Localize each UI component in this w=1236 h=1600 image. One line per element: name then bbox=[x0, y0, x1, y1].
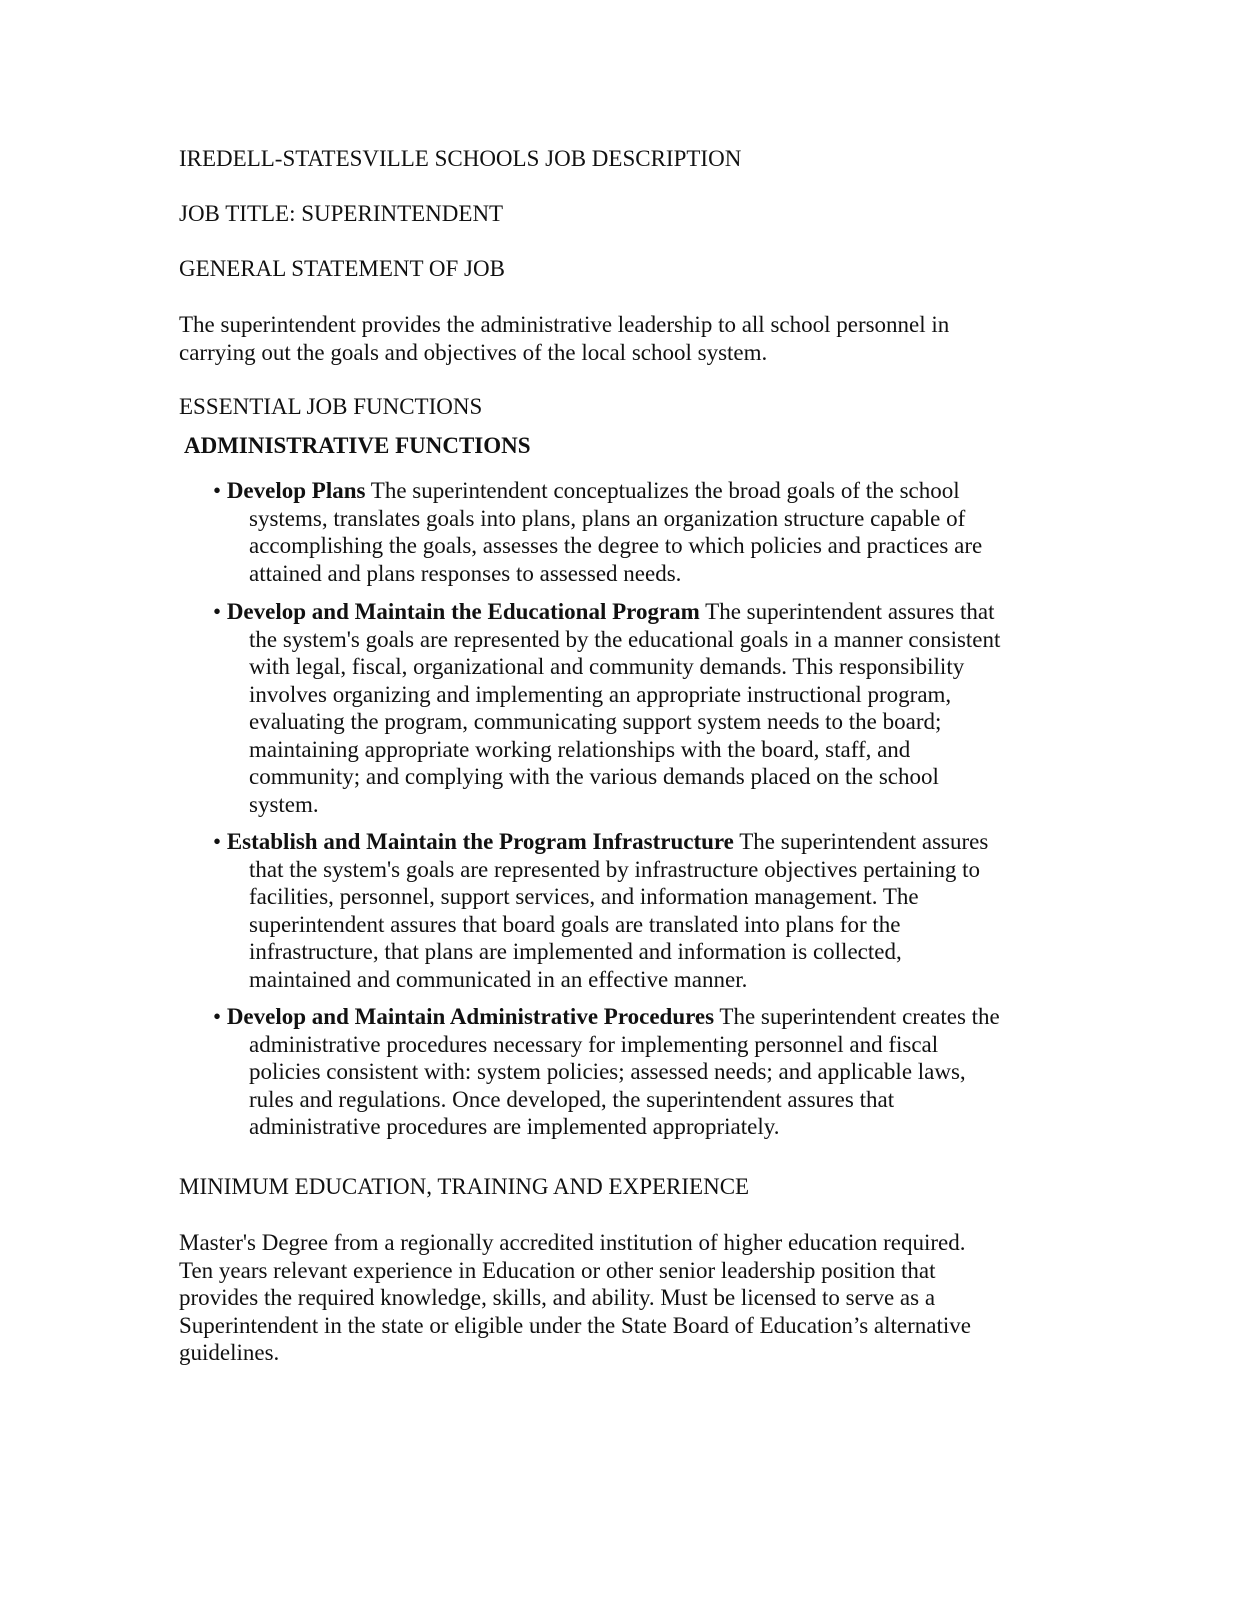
function-item-develop-plans bbox=[213, 477, 1043, 587]
function-title: Establish and Maintain the Program Infrastructure bbox=[226, 829, 734, 854]
minimum-education-text: Master's Degree from a regionally accredited institution of higher education required. Ten years relevant experience in Education or other senior leadership position that provides the required knowledge, skills, and ability. Must be licensed to serve as a Superintendent in the state or eligible under the State Board of Education’s alternative guidelines. bbox=[179, 1230, 971, 1365]
function-title: Develop and Maintain the Educational Program bbox=[226, 599, 700, 624]
function-title: Develop Plans bbox=[226, 478, 366, 503]
document-header: IREDELL-STATESVILLE SCHOOLS JOB DESCRIPTION bbox=[179, 146, 742, 171]
essential-functions-heading: ESSENTIAL JOB FUNCTIONS bbox=[179, 394, 483, 419]
function-title: Develop and Maintain Administrative Procedures bbox=[226, 1004, 715, 1029]
function-first-line: The superintendent conceptualizes the broad goals of the school bbox=[365, 478, 960, 503]
bullet-first-line bbox=[213, 828, 1043, 856]
general-statement-text: The superintendent provides the administrative leadership to all school personnel in carrying out the goals and objectives of the local school system. bbox=[179, 312, 950, 365]
bullet-glyph: • bbox=[213, 599, 227, 624]
bullet-first-line bbox=[213, 477, 1043, 505]
minimum-education-heading: MINIMUM EDUCATION, TRAINING AND EXPERIENCE bbox=[179, 1174, 750, 1199]
function-description: systems, translates goals into plans, plans an organization structure capable of accomplishing the goals, assesses the degree to which policies and practices are attained and plans responses to assessed needs. bbox=[249, 505, 983, 586]
function-first-line: The superintendent assures bbox=[733, 829, 989, 854]
function-item-educational-program bbox=[213, 598, 1043, 818]
bullet-first-line bbox=[213, 1003, 1043, 1031]
function-first-line: The superintendent creates the bbox=[714, 1004, 1000, 1029]
function-description: that the system's goals are represented by infrastructure objectives pertaining to facilities, personnel, support services, and information management. The superintendent assures that board goals are translated into plans for the infrastructure, that plans are implemented and information is collected, maintained and communicated in an effective manner. bbox=[249, 856, 980, 992]
function-item-administrative-procedures bbox=[213, 1003, 1043, 1141]
general-statement-heading: GENERAL STATEMENT OF JOB bbox=[179, 256, 505, 281]
job-title: JOB TITLE: SUPERINTENDENT bbox=[179, 201, 504, 226]
administrative-functions-heading: ADMINISTRATIVE FUNCTIONS bbox=[184, 433, 531, 458]
function-description: the system's goals are represented by the educational goals in a manner consistent with legal, fiscal, organizational and community demands. This responsibility involves organizing and implementing an appropriate instructional program, evaluating the program, communicating support system needs to the board; maintaining appropriate working relationships with the board, staff, and community; and complying with the various demands placed on the school system. bbox=[249, 626, 1001, 817]
bullet-first-line bbox=[213, 598, 1043, 626]
function-item-program-infrastructure bbox=[213, 828, 1043, 993]
function-first-line: The superintendent assures that bbox=[699, 599, 995, 624]
bullet-glyph: • bbox=[213, 1004, 227, 1029]
bullet-glyph: • bbox=[213, 478, 227, 503]
function-description: administrative procedures necessary for implementing personnel and fiscal policies consistent with: system policies; assessed needs; and applicable laws, rules and regulations. Once developed, the superintendent assures that administrative procedures are implemented appropriately. bbox=[249, 1031, 966, 1139]
bullet-glyph: • bbox=[213, 829, 227, 854]
